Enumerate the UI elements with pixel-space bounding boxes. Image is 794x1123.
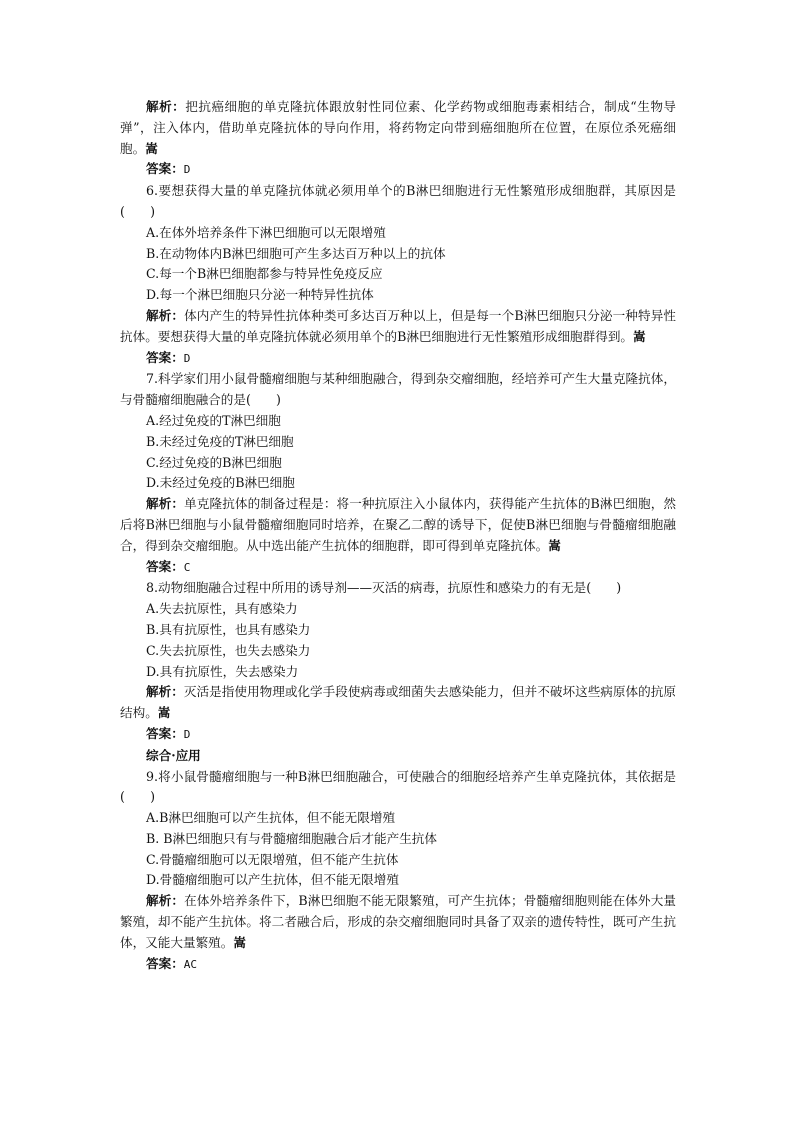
answer-option	[120, 223, 676, 244]
option-text: D.骨髓瘤细胞可以产生抗体，但不能无限增殖	[146, 872, 399, 888]
answer-label: 答案：	[146, 349, 184, 365]
watermark-mark: 嵩	[233, 934, 246, 950]
option-text: B.具有抗原性，也具有感染力	[146, 621, 311, 637]
answer-option	[120, 662, 676, 683]
answer-line	[120, 954, 676, 976]
answer-label: 答案：	[146, 558, 184, 574]
section-heading	[120, 746, 676, 767]
answer-option	[120, 641, 676, 662]
explanation-text: 单克隆抗体的制备过程是：将一种抗原注入小鼠体内，获得能产生抗体的B淋巴细胞，然后将B淋巴细胞与小鼠骨髓瘤细胞同时培养，在聚乙二醇的诱导下，促使B淋巴细胞与骨髓瘤细胞融合，得到杂交瘤细胞。从中选出能产生抗体的细胞群，即可得到单克隆抗体。	[120, 496, 676, 553]
answer-line	[120, 159, 676, 181]
question-stem	[120, 181, 676, 223]
option-text: C.每一个B淋巴细胞都参与特异性免疫反应	[146, 266, 383, 282]
answer-option	[120, 411, 676, 432]
answer-option	[120, 244, 676, 265]
answer-option	[120, 829, 676, 850]
watermark-mark: 嵩	[633, 328, 646, 344]
option-text: D.每一个淋巴细胞只分泌一种特异性抗体	[146, 287, 374, 303]
explanation-label: 解析：	[146, 99, 186, 114]
explanation-paragraph	[120, 682, 676, 724]
explanation-text: 灭活是指使用物理或化学手段使病毒或细菌失去感染能力，但并不破坏这些病原体的抗原结构。	[120, 684, 677, 721]
explanation-label: 解析：	[146, 893, 185, 909]
option-text: D.具有抗原性，失去感染力	[146, 663, 299, 679]
watermark-mark: 嵩	[548, 537, 561, 553]
option-text: B.在动物体内B淋巴细胞可产生多达百万种以上的抗体	[146, 245, 446, 261]
option-text: A.经过免疫的T淋巴细胞	[146, 412, 281, 428]
option-text: A.在体外培养条件下淋巴细胞可以无限增殖	[146, 224, 386, 240]
option-text: B.未经过免疫的T淋巴细胞	[146, 433, 294, 449]
answer-option	[120, 850, 676, 871]
option-text: C.骨髓瘤细胞可以无限增殖，但不能产生抗体	[146, 851, 399, 867]
explanation-label: 解析：	[146, 496, 185, 512]
watermark-mark: 嵩	[157, 705, 171, 721]
answer-label: 答案：	[146, 161, 184, 177]
question-text: 6.要想获得大量的单克隆抗体就必须用单个的B淋巴细胞进行无性繁殖形成细胞群，其原因是( )	[120, 183, 676, 219]
answer-option	[120, 285, 676, 306]
answer-option	[120, 599, 676, 620]
section-heading-text: 综合·应用	[146, 747, 201, 763]
explanation-paragraph	[120, 494, 676, 556]
explanation-text: 把抗癌细胞的单克隆抗体跟放射性同位素、化学药物或细胞毒素相结合，制成“生物导弹”，注入体内，借助单克隆抗体的导向作用，将药物定向带到癌细胞所在位置，在原位杀死癌细胞。	[120, 99, 677, 156]
answer-option	[120, 870, 676, 891]
explanation-label: 解析：	[146, 307, 185, 323]
question-text: 8.动物细胞融合过程中所用的诱导剂——灭活的病毒，抗原性和感染力的有无是( )	[146, 580, 622, 596]
option-text: C.经过免疫的B淋巴细胞	[146, 454, 282, 470]
answer-line	[120, 557, 676, 579]
question-text: 7.科学家们用小鼠骨髓瘤细胞与某种细胞融合，得到杂交瘤细胞，经培养可产生大量克隆抗体，与骨髓瘤细胞融合的是( )	[120, 371, 676, 408]
option-text: A.失去抗原性，具有感染力	[146, 601, 298, 617]
explanation-paragraph	[120, 891, 676, 953]
watermark-mark: 嵩	[145, 140, 158, 156]
explanation-text: 体内产生的特异性抗体种类可多达百万种以上，但是每一个B淋巴细胞只分泌一种特异性抗体。要想获得大量的单克隆抗体就必须用单个的B淋巴细胞进行无性繁殖形成细胞群得到。	[120, 307, 676, 344]
option-text: A.B淋巴细胞可以产生抗体，但不能无限增殖	[146, 810, 396, 826]
question-stem	[120, 369, 676, 411]
answer-option	[120, 620, 676, 641]
answer-value: AC	[183, 957, 198, 971]
answer-value: D	[183, 351, 191, 365]
answer-option	[120, 473, 676, 494]
answer-option	[120, 453, 676, 474]
question-text: 9.将小鼠骨髓瘤细胞与一种B淋巴细胞融合，可使融合的细胞经培养产生单克隆抗体，其依据是( )	[120, 768, 676, 805]
answer-line	[120, 348, 676, 370]
explanation-text: 在体外培养条件下，B淋巴细胞不能无限繁殖，可产生抗体；骨髓瘤细胞则能在体外大量繁殖，却不能产生抗体。将二者融合后，形成的杂交瘤细胞同时具备了双亲的遗传特性，既可产生抗体，又能大量繁殖。	[120, 893, 676, 950]
answer-value: C	[183, 560, 191, 574]
answer-option	[120, 264, 676, 285]
question-content	[120, 97, 676, 975]
option-text: C.失去抗原性，也失去感染力	[146, 642, 311, 658]
explanation-paragraph	[120, 97, 676, 159]
answer-line	[120, 724, 676, 746]
question-stem	[120, 578, 676, 599]
explanation-label: 解析：	[146, 684, 184, 700]
answer-option	[120, 432, 676, 453]
explanation-paragraph	[120, 306, 676, 348]
answer-value: D	[183, 727, 191, 741]
answer-value: D	[183, 163, 191, 177]
question-stem	[120, 767, 676, 809]
option-text: D.未经过免疫的B淋巴细胞	[146, 475, 295, 491]
answer-option	[120, 808, 676, 829]
answer-label: 答案：	[146, 955, 184, 971]
answer-label: 答案：	[146, 725, 184, 741]
option-text: B. B淋巴细胞只有与骨髓瘤细胞融合后才能产生抗体	[146, 830, 437, 846]
